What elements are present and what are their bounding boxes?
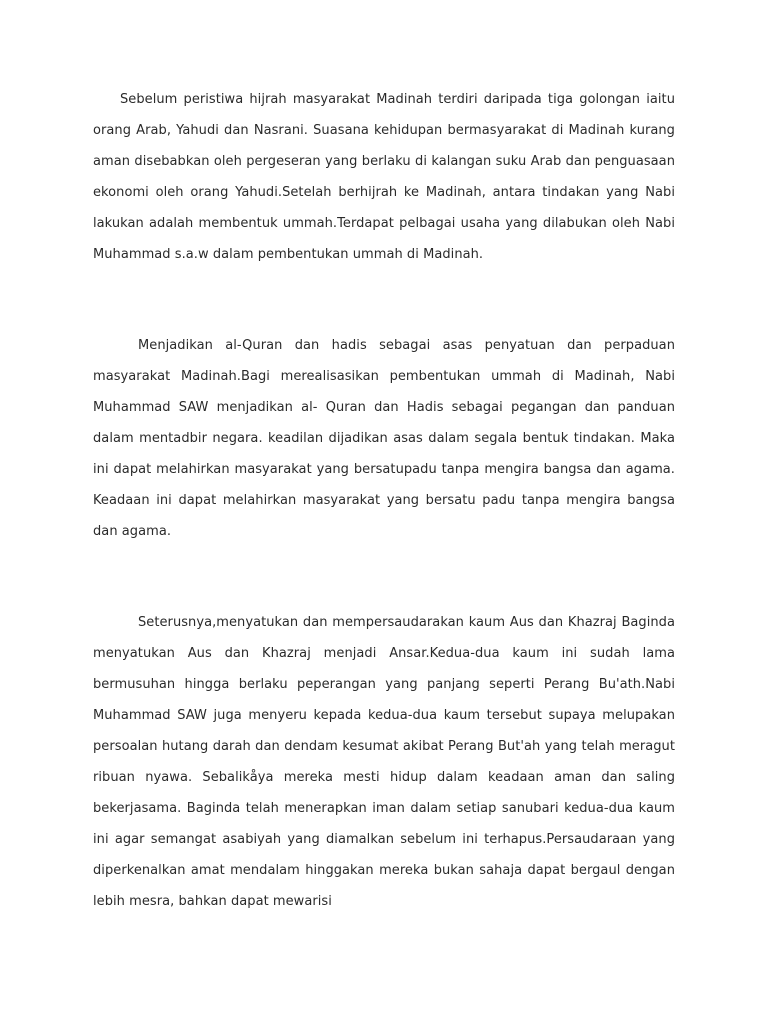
paragraph-1: Sebelum peristiwa hijrah masyarakat Madinah terdiri daripada tiga golongan iaitu orang Arab, Yahudi dan Nasrani. Suasana kehidupan bermasyarakat di Madinah kurang aman disebabkan oleh pergeseran yang berlaku di kalangan suku Arab dan penguasaan ekonomi oleh orang Yahudi.Setelah berhijrah ke Madinah, antara tindakan yang Nabi lakukan adalah membentuk ummah.Terdapat pelbagai usaha yang dilabukan oleh Nabi Muhammad s.a.w dalam pembentukan ummah di Madinah. bbox=[93, 92, 675, 262]
paragraph-2: Menjadikan al-Quran dan hadis sebagai asas penyatuan dan perpaduan masyarakat Madinah.Bagi merealisasikan pembentukan ummah di Madinah, Nabi Muhammad SAW menjadikan al- Quran dan Hadis sebagai pegangan dan panduan dalam mentadbir negara. keadilan dijadikan asas dalam segala bentuk tindakan. Maka ini dapat melahirkan masyarakat yang bersatupadu tanpa mengira bangsa dan agama. Keadaan ini dapat melahirkan masyarakat yang bersatu padu tanpa mengira bangsa dan agama. bbox=[93, 338, 675, 539]
document-body bbox=[93, 84, 675, 917]
paragraph-3: Seterusnya,menyatukan dan mempersaudarakan kaum Aus dan Khazraj Baginda menyatukan Aus dan Khazraj menjadi Ansar.Kedua-dua kaum ini sudah lama bermusuhan hingga berlaku peperangan yang panjang seperti Perang Bu'ath.Nabi Muhammad SAW juga menyeru kepada kedua-dua kaum tersebut supaya melupakan persoalan hutang darah dan dendam kesumat akibat Perang But'ah yang telah meragut ribuan nyawa. Sebalikåya mereka mesti hidup dalam keadaan aman dan saling bekerjasama. Baginda telah menerapkan iman dalam setiap sanubari kedua-dua kaum ini agar semangat asabiyah yang diamalkan sebelum ini terhapus.Persaudaraan yang diperkenalkan amat mendalam hinggakan mereka bukan sahaja dapat bergaul dengan lebih mesra, bahkan dapat mewarisi bbox=[93, 615, 675, 909]
